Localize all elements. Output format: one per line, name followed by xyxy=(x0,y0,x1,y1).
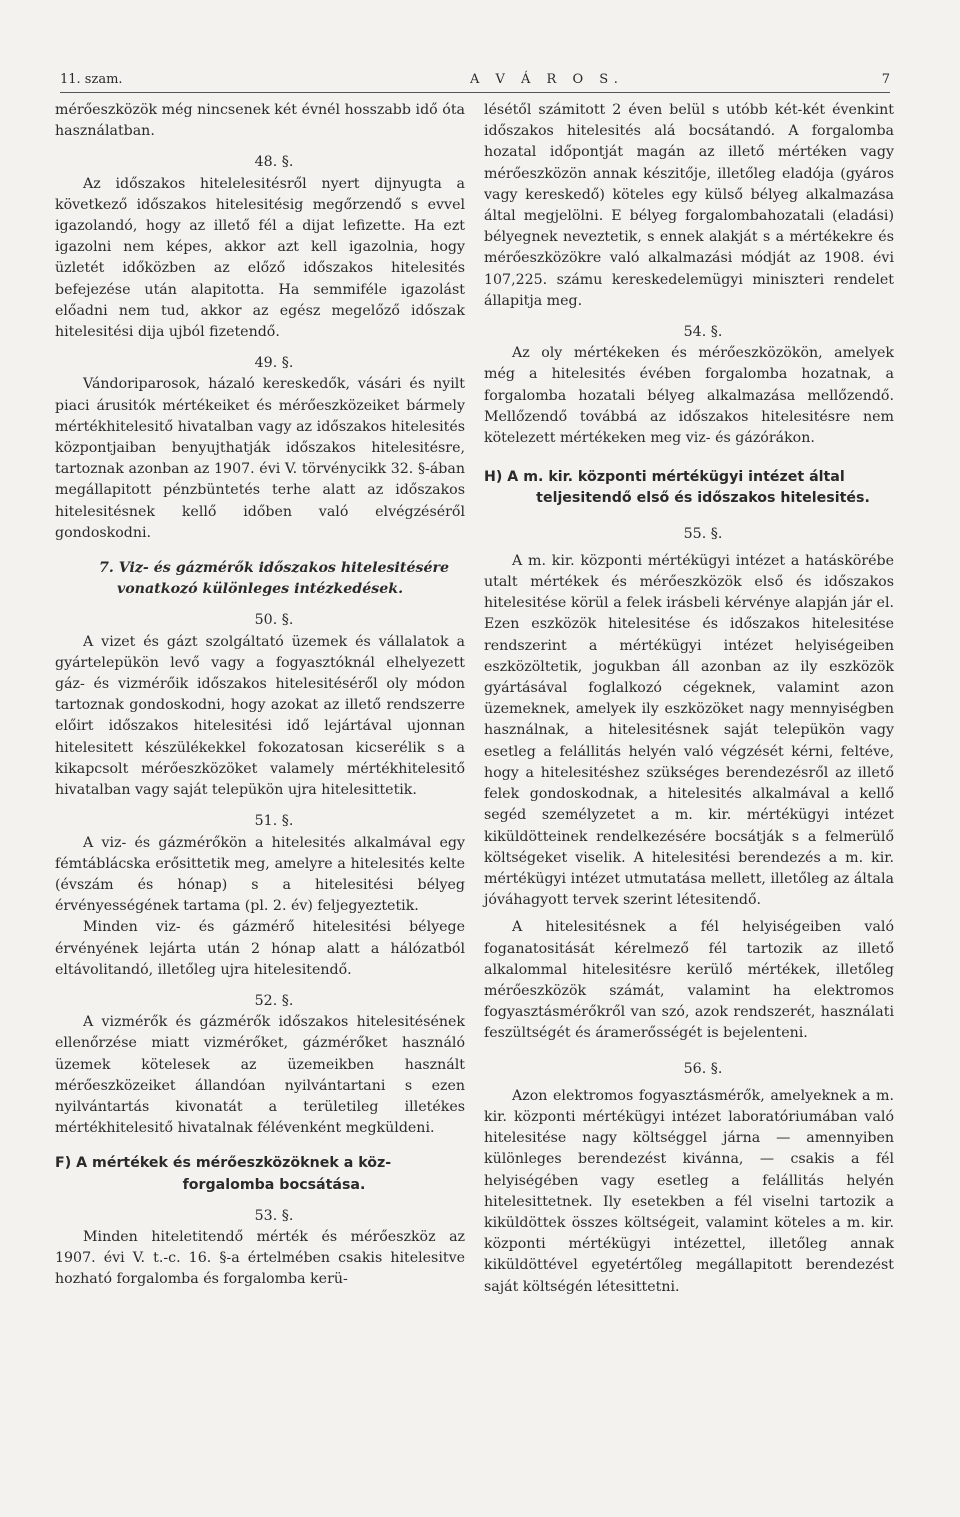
paragraph: Azon elektromos fogyasztásmérők, amelyeknek a m. kir. központi mértékügyi intézet laboratóriumában való hitelesitése nagy költséggel járna — amennyiben különleges berendezést kivánna, — csakis a fél helyiségében vagy esetleg a felállitás helyén hitelesittetnek. Ily esetekben a fél viselni tartozik a kiküldöttek összes költségeit, valamint köteles a m. kir. központi mértékügyi intézettel, illetőleg annak kiküldöttével egyetértőleg megállapitott berendezést saját költségén létesittetni. xyxy=(484,1087,894,1295)
section-heading xyxy=(484,467,894,509)
heading-line: teljesitendő első és időszakos hitelesités. xyxy=(536,490,870,507)
subheading: 7. Viz- és gázmérők időszakos hitelesitésére vonatkozó különleges intézkedések. xyxy=(98,560,450,598)
left-column xyxy=(55,100,465,1291)
section-number: 52. §. xyxy=(254,992,294,1009)
paragraph: A hitelesitésnek a fél helyiségeiben való foganatositását kérelmező fél tartozik az illető alkalommal hitelesitésre kerülő mértékek, illetőleg mérőeszközök számát, valamint ha elektromos fogyasztásmérőkről van szó, azok rendszerét, használati feszültségét és áramerősségét is bejelenteni. xyxy=(484,919,894,1042)
paragraph: Az időszakos hitelelesitésről nyert dijnyugta a következő időszakos hitelesitésig megőrzendő s evvel igazolandó, hogy az illető fél a dijat lefizette. Ha ezt igazolni nem képes, akkor azt kell igazolnia, hogy üzletét időközben az előző időszakos hitelesités befejezése után alapitotta. Ha semmiféle igazolást előadni nem tud, akkor az egész megelőző időszak hitelesitési dija ujból fizetendő. xyxy=(55,175,465,341)
section-number: 49. §. xyxy=(254,355,294,372)
section-number: 56. §. xyxy=(683,1060,723,1077)
paragraph: A m. kir. központi mértékügyi intézet a hatáskörébe utalt mértékek és mérőeszközök első és időszakos hitelesitése körül a felek irásbeli kérvénye alapján jár el. Ezen eszközök hitelesitése és időszakos hitelesitése rendszerint a mértékügyi intézet helyiségeiben eszközöltetik, jogukban áll azonban az ily eszközök gyártásával foglalkozó cégeknek, valamint azon üzemeknek, amelyek ily eszközöket nagy mennyiségben használnak, a hitelesitésnek saját telepükön vagy esetleg a felállitás helyén való végzését kérni, feltéve, hogy a hitelesitéshez szükséges berendezésről az illető felek gondoskodnak, a hitelesités alkalmával a kellő segéd személyzetet a m. kir. mértékügyi intézet kiküldötteinek rendelkezésére bocsátják s a felmerülő költségeket viselik. A hitelesitési berendezés a m. kir. mértékügyi intézet utmutatása mellett, illetőleg az általa jóváhagyott tervek szerint létesitendő. xyxy=(484,552,894,909)
paragraph: Minden viz- és gázmérő hitelesitési bélyege érvényének lejárta után 2 hónap alatt a hálózatból eltávolitandó, illetőleg ujra hitelesitendő. xyxy=(55,919,465,978)
section-number: 55. §. xyxy=(683,525,723,542)
issue-number: 11. szam. xyxy=(60,72,123,87)
page-number: 7 xyxy=(881,72,890,87)
section-number: 54. §. xyxy=(683,324,723,341)
section-heading xyxy=(55,1153,465,1195)
paragraph: Minden hiteletitendő mérték és mérőeszköz az 1907. évi V. t.-c. 16. §-a értelmében csakis hitelesitve hozható forgalomba és forgalomba kerü- xyxy=(55,1228,465,1288)
section-number: 53. §. xyxy=(254,1207,294,1224)
heading-line: forgalomba bocsátása. xyxy=(182,1176,366,1193)
paragraph: A viz- és gázmérőkön a hitelesités alkalmával egy fémtáblácska erősittetik meg, amelyre a hitelesités kelte (évszám és hónap) s a hitelesitési bélyeg érvényességének tartama (pl. 2. év) feljegyeztetik. xyxy=(55,834,465,915)
page-header xyxy=(60,72,890,92)
heading-line: H) A m. kir. központi mértékügyi intézet által xyxy=(484,469,845,486)
header-rule xyxy=(60,92,890,93)
section-number: 48. §. xyxy=(254,154,294,171)
section-number: 50. §. xyxy=(254,612,294,629)
paragraph: A vizmérők és gázmérők időszakos hitelesitésének ellenőrzése miatt vizmérőket, gázmérőket használó üzemek kötelesek az üzemeikben használt mérőeszközeiket állandóan nyilvántartani s ezen nyilvántartás kivonatát a területileg illetékes mértékhitelesitő hivatalnak félévenként megküldeni. xyxy=(55,1014,465,1137)
paragraph: mérőeszközök még nincsenek két évnél hosszabb idő óta használatban. xyxy=(55,102,465,140)
paragraph: lésétől számitott 2 éven belül s utóbb két-két évenkint időszakos hitelesités alá bocsátandó. A forgalomba hozatal időpontját magán az illető mértéken vagy mérőeszközön annak készitője, illetőleg eladója (gyáros vagy kereskedő) köteles egy külső bélyeg alkalmazása által megjelölni. E bélyeg forgalombahozatali (eladási) bélyegnek neveztetik, s ennek alakját s a mértékekre és mérőeszközökre való alkalmazási módját az 1908. évi 107,225. számu kereskedelemügyi miniszteri rendelet állapitja meg. xyxy=(484,102,894,309)
section-number: 51. §. xyxy=(254,813,294,830)
paragraph: Az oly mértékeken és mérőeszközökön, amelyek még a hitelesités évében forgalomba hozatnak, a forgalomba hozatali bélyeg alkalmazása mellőzendő. Mellőzendő továbbá az időszakos hitelesitésre nem kötelezett mértékeken meg viz- és gázórákon. xyxy=(484,345,894,447)
publication-title: A V Á R O S. xyxy=(470,72,624,87)
paragraph: Vándoriparosok, házaló kereskedők, vásári és nyilt piaci árusitók mértékeiket és mérőeszközeiket bármely mértékhitelesitő hivatalban vagy az időszakos hitelesités központjaiban benyujthatják időszakos hitelesitésre, tartoznak azonban az 1907. évi V. törvénycikk 32. §-ában megállapitott pénzbüntetés terhe alatt az időszakos hitelesitésnek kellő időben való elvégzéséről gondoskodni. xyxy=(55,376,465,541)
right-column xyxy=(484,100,894,1298)
paragraph: A vizet és gázt szolgáltató üzemek és vállalatok a gyártelepükön levő vagy a fogyasztóknál elhelyezett gáz- és vizmérőik időszakos hitelesitéséről oly módon tartoznak gondoskodni, hogy azokat az illető rendszerre előirt időszakos hitelesitési idő lejártával ujonnan hitelesitett készülékekkel fokozatosan kicserélik s a kikapcsolt mérőeszközöket valamely mértékhitelesitő hivatalban vagy saját telepükön ujra hitelesittetik. xyxy=(55,633,465,799)
heading-line: F) A mértékek és mérőeszközöknek a köz- xyxy=(55,1155,392,1172)
